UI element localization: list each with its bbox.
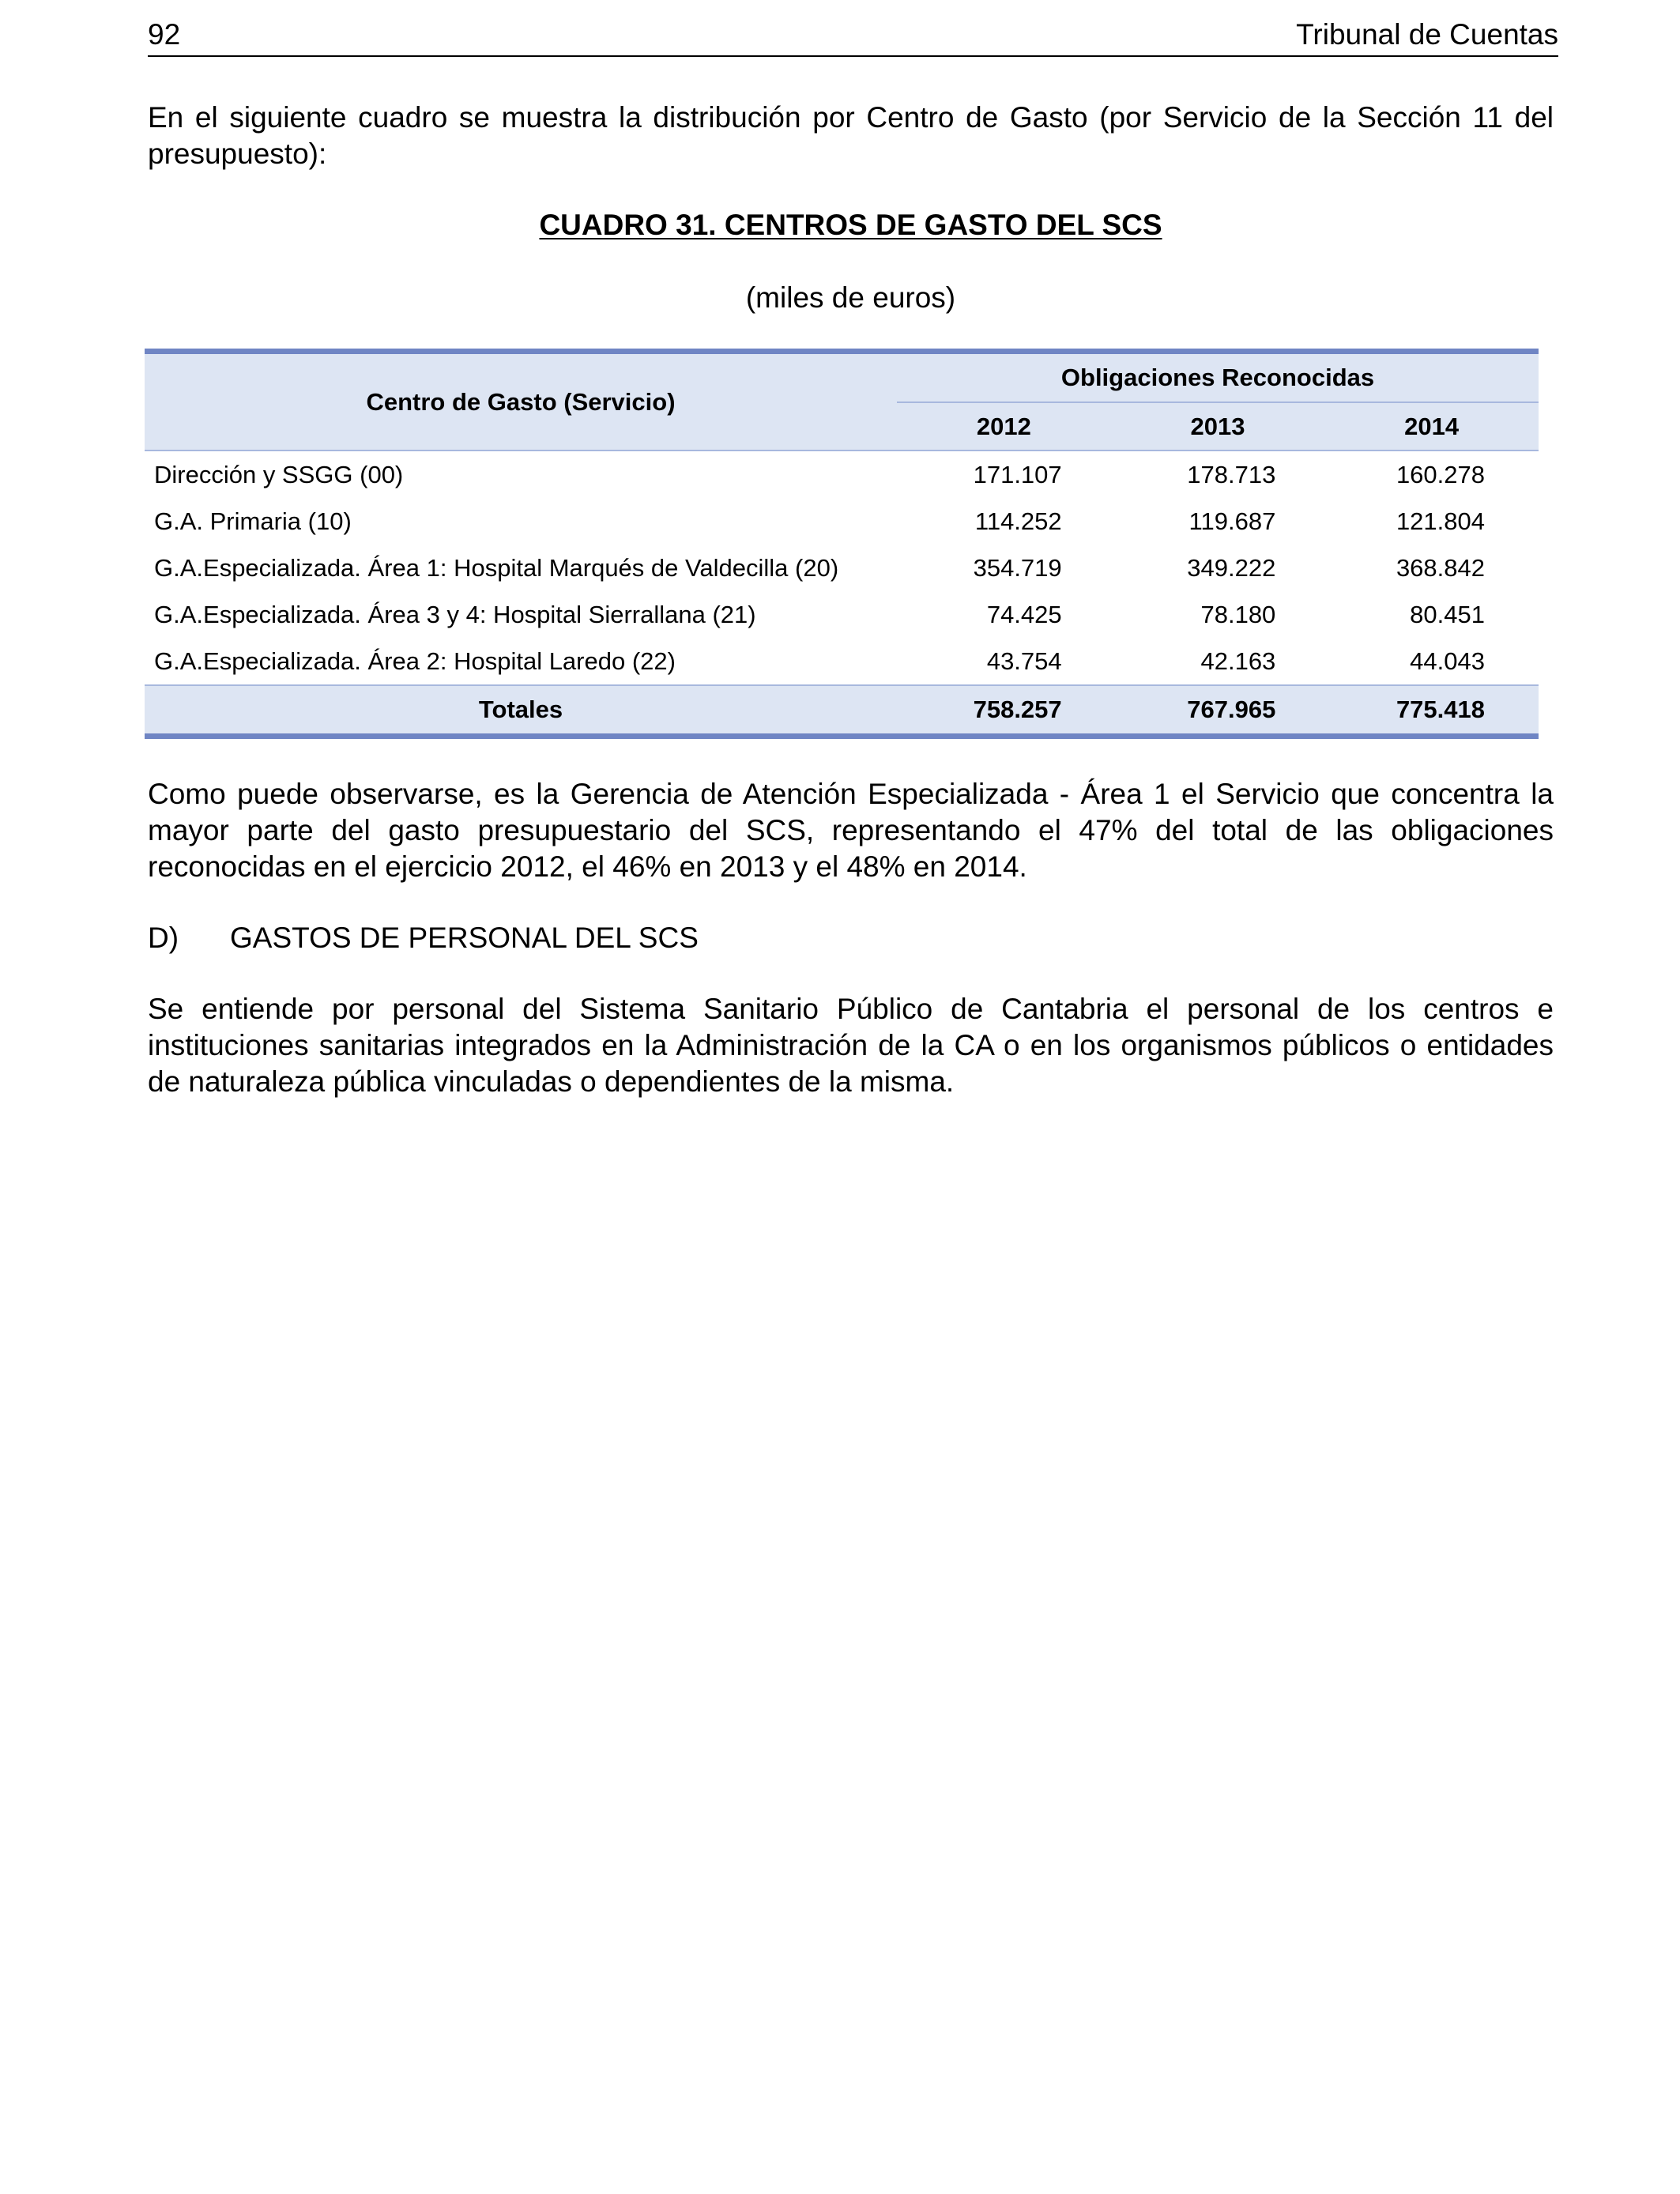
page-number: 92 — [148, 18, 181, 51]
table-row — [145, 591, 1539, 638]
table-row — [145, 450, 1539, 498]
table-row — [145, 545, 1539, 591]
row-value: 171.107 — [973, 460, 1062, 488]
year-header: 2013 — [1111, 402, 1325, 450]
row-value: 78.180 — [1200, 600, 1276, 628]
intro-paragraph: En el siguiente cuadro se muestra la distribución por Centro de Gasto (por Servicio de la Sección 11 del presupuesto): — [148, 101, 1554, 170]
year-header: 2014 — [1324, 402, 1539, 450]
group-header: Obligaciones Reconocidas — [897, 352, 1539, 403]
row-value: 42.163 — [1200, 647, 1276, 675]
total-label: Totales — [145, 685, 897, 737]
row-header: Centro de Gasto (Servicio) — [145, 352, 897, 451]
row-value: 44.043 — [1410, 647, 1485, 675]
row-name: G.A.Especializada. Área 1: Hospital Marqués de Valdecilla (20) — [154, 553, 839, 582]
row-name: G.A. Primaria (10) — [154, 507, 352, 535]
expense-centers-table — [145, 349, 1539, 739]
header-title: Tribunal de Cuentas — [1296, 18, 1558, 51]
total-value: 775.418 — [1324, 685, 1539, 737]
row-value: 178.713 — [1187, 460, 1276, 488]
row-value: 121.804 — [1396, 507, 1485, 535]
conclusion-paragraph: Como puede observarse, es la Gerencia de Atención Especializada - Área 1 el Servicio que concentra la mayor parte del gasto presupuestario del SCS, representando el 47% del total de las obligaciones reconocidas en el ejercicio 2012, el 46% en 2013 y el 48% en 2014. — [148, 778, 1554, 883]
section-heading — [148, 920, 699, 956]
table-header-row — [145, 352, 1539, 403]
row-name: G.A.Especializada. Área 3 y 4: Hospital Sierrallana (21) — [154, 600, 756, 628]
row-value: 74.425 — [986, 600, 1062, 628]
table-row — [145, 498, 1539, 545]
section-title: GASTOS DE PERSONAL DEL SCS — [230, 922, 699, 954]
row-value: 354.719 — [973, 553, 1062, 582]
row-value: 80.451 — [1410, 600, 1485, 628]
table-row — [145, 638, 1539, 685]
row-name: G.A.Especializada. Área 2: Hospital Laredo (22) — [154, 647, 676, 675]
table-title: CUADRO 31. CENTROS DE GASTO DEL SCS — [539, 209, 1162, 241]
total-value: 767.965 — [1111, 685, 1325, 737]
page-header — [148, 16, 1558, 57]
total-value: 758.257 — [897, 685, 1111, 737]
row-name: Dirección y SSGG (00) — [154, 460, 404, 488]
row-value: 119.687 — [1188, 507, 1276, 535]
row-value: 160.278 — [1396, 460, 1485, 488]
total-row — [145, 685, 1539, 737]
row-value: 43.754 — [986, 647, 1062, 675]
row-value: 368.842 — [1396, 553, 1485, 582]
definition-paragraph: Se entiende por personal del Sistema Sanitario Público de Cantabria el personal de los centros e instituciones sanitarias integrados en la Administración de la CA o en los organismos públicos o entidades de naturaleza pública vinculadas o dependientes de la misma. — [148, 993, 1554, 1098]
row-value: 114.252 — [974, 507, 1062, 535]
section-letter: D) — [148, 922, 179, 954]
year-header: 2012 — [897, 402, 1111, 450]
row-value: 349.222 — [1187, 553, 1276, 582]
table-unit: (miles de euros) — [745, 281, 956, 314]
